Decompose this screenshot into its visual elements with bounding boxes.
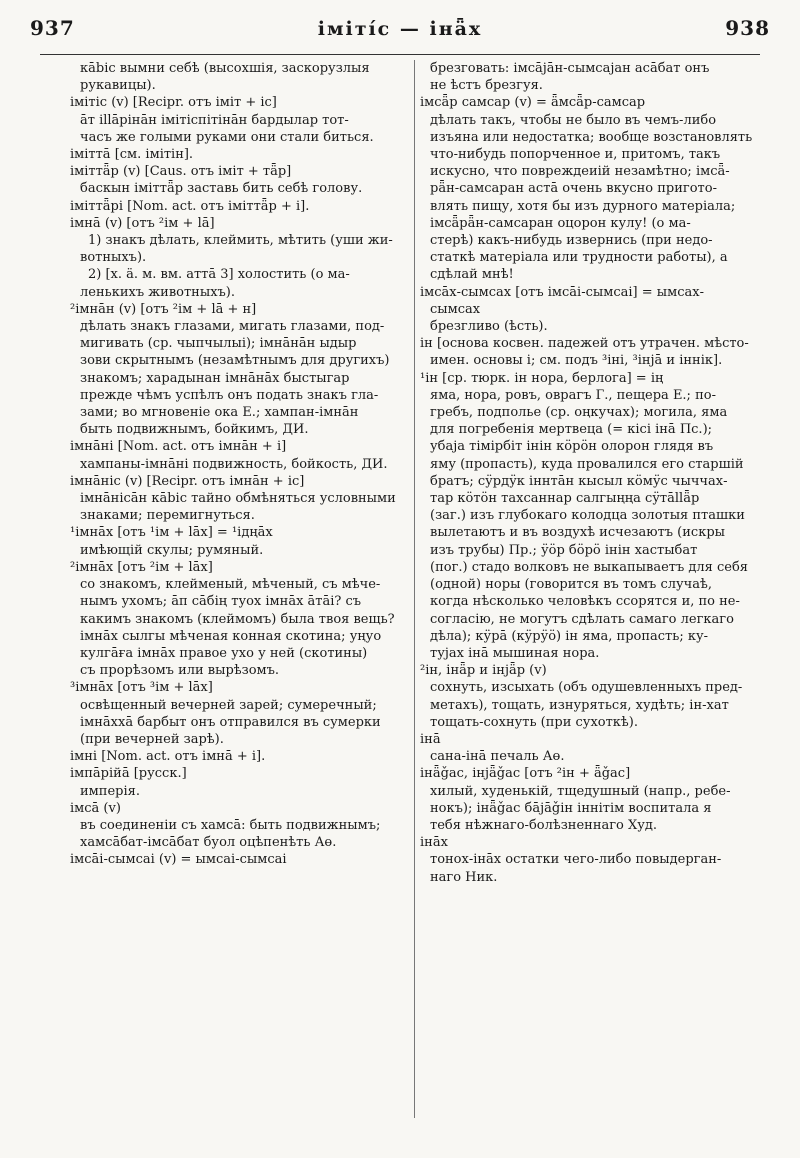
entry-text-line: імсǟрǟн-самсаран оцорон кулу! (о ма- — [430, 215, 691, 231]
entry-text-line: брезгливо (ѣсть). — [430, 319, 548, 335]
entry-text-line: туjах інā мышиная нора. — [430, 645, 600, 661]
entry-text-line: кулгāға імнāх правое ухо у ней (скотины) — [80, 645, 368, 661]
entry-text-line: имѣющій скулы; румяный. — [80, 542, 264, 558]
entry-headword-line: ²імнāх [отъ ²ім + lāх] — [70, 559, 213, 575]
entry-text-line: тощать-сохнуть (при сухоткѣ). — [430, 714, 638, 730]
entry-text-line: яму (пропасть), куда провалился его старшій — [430, 456, 744, 472]
entry-text-line: гребъ, подполье (ср. оңкучах); могила, яма — [430, 405, 728, 421]
entry-text-line: имен. основы і; см. подъ ³іні, ³інjā и іннік]. — [430, 353, 723, 369]
entry-text-line: быть подвижнымъ, бойкимъ, ДИ. — [80, 422, 309, 438]
entry-headword-line: ¹імнāх [отъ ¹ім + lāх] = ¹ідңāх — [70, 525, 273, 541]
entry-text-line: сана-інā печаль Аө. — [430, 749, 565, 765]
entry-text-line: искусно, что повреждеиій незамѣтно; імсǟ- — [430, 164, 730, 180]
entry-text-line: метахъ), тощать, изнуряться, худѣть; ін-хат — [430, 697, 729, 713]
left-column — [70, 60, 410, 869]
entry-text-line: хамсāбат-імсāбат буол оцѣпенѣть Аө. — [80, 835, 337, 851]
entry-headword-line: імпāрійā [русск.] — [70, 766, 187, 782]
entry-text-line: изъяна или недостатка; вообще возстановлять — [430, 129, 753, 145]
entry-text-line: дѣла); кӱрā (кӱрӱӧ) ін яма, пропасть; ку- — [430, 628, 709, 644]
entry-text-line: часъ же голыми руками они стали биться. — [80, 129, 374, 145]
entry-text-line: статкѣ матеріала или трудности работы), а — [430, 250, 728, 266]
entry-headword-line: імсǟр самсар (v) = ǟмсǟр-самсар — [420, 95, 646, 111]
entry-text-line: рукавицы). — [80, 78, 156, 94]
entry-headword-line: імсāх-сымсах [отъ імсāі-сымсаі] = ымсах- — [420, 284, 704, 300]
entry-headword-line: інǟǧас, інjǟǧас [отъ ²ін + ǟǧас] — [420, 766, 631, 782]
entry-text-line: імнāх сылгы мѣченая конная скотина; уңуо — [80, 628, 382, 644]
entry-text-line: тонох-інāх остатки чего-либо повыдерган- — [430, 852, 722, 868]
entry-text-line: вотныхъ). — [80, 250, 147, 266]
entry-headword-line: ін [основа косвен. падежей отъ утрачен. мѣсто- — [420, 336, 749, 352]
entry-text-line: (пог.) стадо волковъ не выкапываетъ для себя — [430, 559, 748, 575]
entry-text-line: кābіс вымни себѣ (высохшія, заскорузлыя — [80, 61, 370, 76]
entry-text-line: (одной) норы (говорится въ томъ случаѣ, — [430, 577, 712, 593]
entry-text-line: сохнуть, изсыхать (объ одушевленныхъ пред- — [430, 680, 743, 696]
entry-text-line: что-нибудь попорченное и, притомъ, такъ — [430, 147, 721, 163]
entry-text-line: імнāххā барбыт онъ отправился въ сумерки — [80, 714, 381, 730]
page-number-left: 937 — [30, 16, 75, 40]
entry-text-line: тебя нѣжнаго-болѣзненнаго Худ. — [430, 817, 658, 833]
entry-text-line: нокъ); інǟǧас бājāǧін іннітім воспитала я — [430, 800, 712, 816]
entry-text-line: рǟн-самсаран астā очень вкусно пригото- — [430, 181, 717, 197]
entry-text-line: 1) знакъ дѣлать, клеймить, мѣтить (уши жи- — [88, 233, 393, 249]
entry-text-line: какимъ знакомъ (клеймомъ) была твоя вещь? — [80, 611, 395, 627]
entry-text-line: въ соединеніи съ хамсā: быть подвижнымъ; — [80, 817, 381, 833]
entry-text-line: яма, нора, ровъ, оврагъ Г., пещера Е.; по- — [430, 387, 716, 403]
entry-headword-line: імітіс (v) [Recipr. отъ іміт + іс] — [70, 95, 277, 111]
column-divider — [414, 60, 415, 1118]
entry-text-line: убаjа тімірбіт інін кӧрӧн олорон глядя въ — [430, 439, 714, 455]
entry-text-line: влять пищу, хотя бы изъ дурного матеріала; — [430, 198, 736, 214]
entry-text-line: (при вечерней зарѣ). — [80, 731, 224, 747]
entry-text-line: сдѣлай мнѣ! — [430, 267, 514, 283]
entry-text-line: когда нѣсколько человѣкъ ссорятся и, по не- — [430, 594, 740, 610]
entry-text-line: знакомъ; харадынан імнāнāх быстыгар — [80, 370, 350, 386]
page-header — [30, 10, 770, 46]
entry-text-line: съ прорѣзомъ или вырѣзомъ. — [80, 663, 280, 679]
entry-text-line: дѣлать знакъ глазами, мигать глазами, под- — [80, 319, 385, 335]
entry-headword-line: ²ін, інǟр и інjǟр (v) — [420, 663, 547, 679]
entry-text-line: имперія. — [80, 783, 140, 799]
entry-text-line: прежде чѣмъ успѣлъ онъ подать знакъ гла- — [80, 387, 379, 403]
entry-headword-line: імітта̄ [см. імітін]. — [70, 147, 194, 163]
entry-text-line: зами; во мгновеніе ока Е.; хампан-імнāн — [80, 405, 359, 421]
entry-text-line: (заг.) изъ глубокаго колодца золотыя пташки — [430, 508, 745, 524]
entry-headword-line: імсā (v) — [70, 800, 121, 816]
entry-headword-line: імні [Nom. act. отъ імнā + і]. — [70, 749, 266, 765]
entry-text-line: хампаны-імнāні подвижность, бойкость, ДИ. — [80, 456, 388, 472]
entry-text-line: дѣлать такъ, чтобы не было въ чемъ-либо — [430, 112, 717, 128]
entry-text-line: стерѣ) какъ-нибудь извернись (при недо- — [430, 233, 713, 249]
entry-text-line: зови скрытнымъ (незамѣтнымъ для другихъ) — [80, 353, 390, 369]
entry-text-line: āт іllāрінāн імітіспітінāн бардылар тот- — [80, 112, 349, 128]
entry-text-line: тар кӧтӧн тахсаннар салгыңңа сӱтāllǟр — [430, 491, 700, 507]
entry-text-line: сымсах — [430, 301, 481, 317]
entry-headword-line: ¹ін [ср. тюрк. ін нора, берлога] = ің — [420, 370, 664, 386]
header-rule — [40, 54, 760, 55]
entry-text-line: імнāнісāн кābіс тайно обмѣняться условными — [80, 491, 396, 507]
entry-text-line: знаками; перемигнуться. — [80, 508, 255, 524]
entry-text-line: брезговать: імсājāн-сымсаjан асāбат онъ — [430, 61, 710, 76]
entry-text-line: мигивать (ср. чыпчылыі); імнāнāн ыдыр — [80, 336, 357, 352]
entry-text-line: нымъ ухомъ; āп сāбің туох імнāх āтāі? съ — [80, 594, 362, 610]
right-column — [420, 60, 778, 886]
entry-text-line: со знакомъ, клейменый, мѣченый, съ мѣче- — [80, 577, 381, 593]
entry-headword-line: ²імнāн (v) [отъ ²ім + lā + н] — [70, 301, 257, 317]
entry-text-line: хилый, худенькій, тщедушный (напр., ребе- — [430, 783, 731, 799]
entry-headword-line: імна̄ (v) [отъ ²ім + lа̄] — [70, 215, 215, 231]
running-title: іміті́с — інǟх — [317, 18, 483, 40]
entry-headword-line: імнāні [Nom. act. отъ імнāн + і] — [70, 439, 287, 455]
entry-headword-line: імнāніс (v) [Recipr. отъ імнāн + іс] — [70, 473, 305, 489]
entry-headword-line: іміттǟрі [Nom. act. отъ іміттǟр + і]. — [70, 198, 310, 214]
entry-text-line: изъ трубы) Пр.; ӱӧр бӧрӧ інін хастыбат — [430, 542, 698, 558]
entry-text-line: согласію, не могутъ сдѣлать самаго легкаго — [430, 611, 734, 627]
entry-text-line: наго Ник. — [430, 869, 498, 885]
entry-headword-line: імсāі-сымсаі (v) = ымсаі-сымсаі — [70, 852, 287, 868]
page-number-right: 938 — [725, 16, 770, 40]
entry-text-line: 2) [х. ä. м. вм. атта̄ 3] холостить (о ма- — [88, 267, 350, 283]
entry-headword-line: іміттǟр (v) [Caus. отъ іміт + тǟр] — [70, 164, 292, 180]
entry-text-line: ленькихъ животныхъ). — [80, 284, 235, 300]
entry-text-line: вылетаютъ и въ воздухѣ исчезаютъ (искры — [430, 525, 725, 541]
entry-text-line: братъ; сӱрдӱк іннтāн кысыл кӧмӱс чыччах- — [430, 473, 728, 489]
entry-headword-line: інāх — [420, 835, 448, 851]
entry-headword-line: ³імнāх [отъ ³ім + lāх] — [70, 680, 213, 696]
entry-text-line: для погребенія мертвеца (= кісі інā Пс.); — [430, 422, 713, 438]
entry-text-line: баскын іміттǟр заставь бить себѣ голову. — [80, 181, 363, 197]
entry-headword-line: інā — [420, 731, 441, 747]
entry-text-line: не ѣстъ брезгуя. — [430, 78, 543, 94]
entry-text-line: освѣщенный вечерней зарей; сумеречный; — [80, 697, 377, 713]
